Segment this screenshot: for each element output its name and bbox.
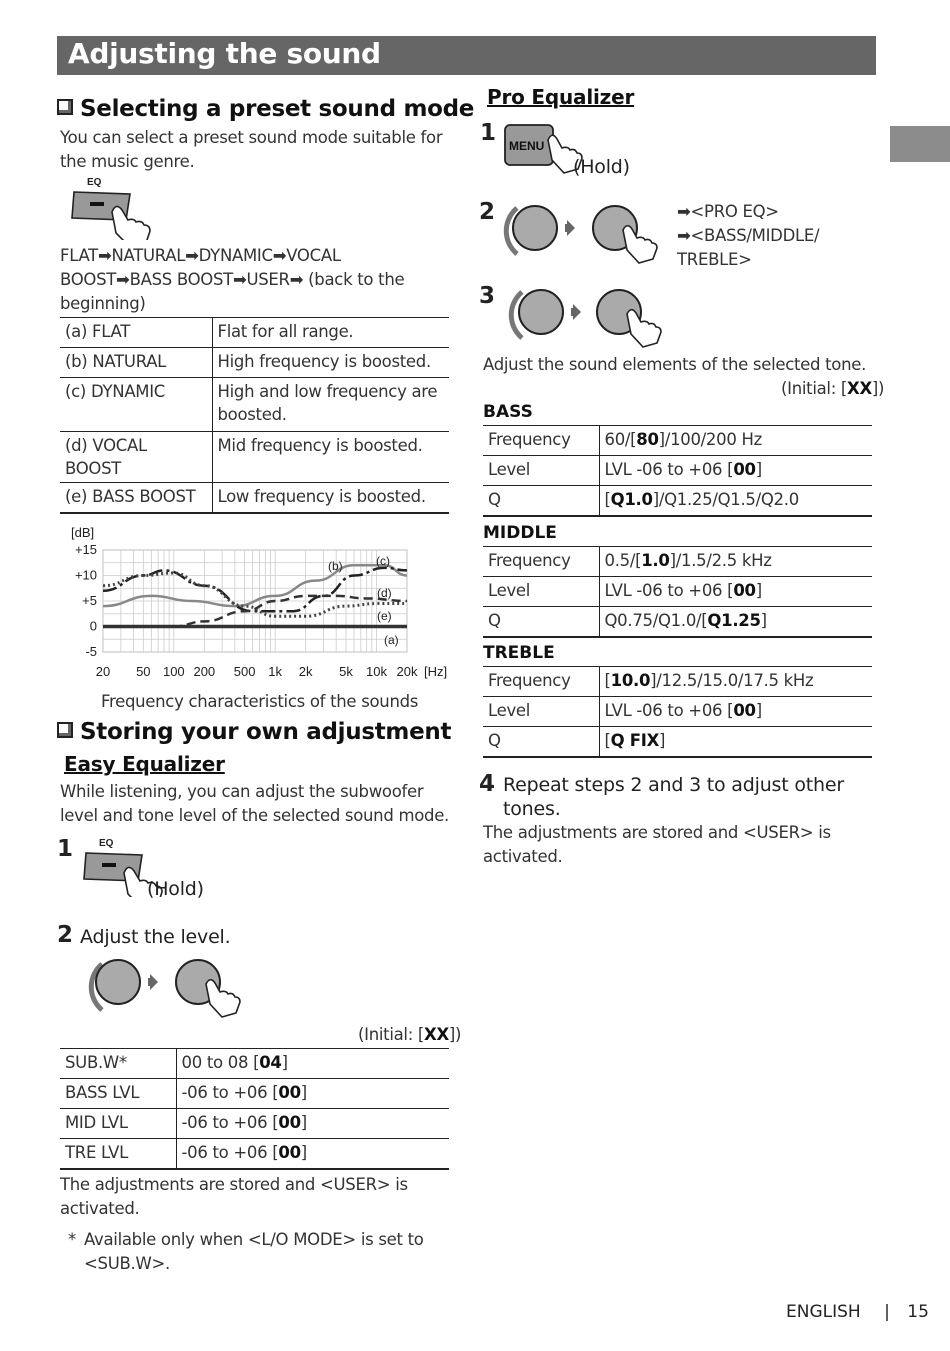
table-row: MID LVL -06 to +06 [00]	[60, 1109, 449, 1139]
chart-y-tick-label: +5	[82, 593, 97, 608]
pro-adjust-text: Adjust the sound elements of the selected tone.	[483, 355, 867, 374]
table-row: Frequency 0.5/[1.0]/1.5/2.5 kHz	[483, 547, 872, 577]
storing-intro: While listening, you can adjust the subwoofer level and tone level of the selected sound mode.	[60, 782, 449, 825]
table-row: Q Q0.75/Q1.0/[Q1.25]	[483, 607, 872, 637]
chart-series-label: (a)	[384, 633, 399, 647]
chart-series-label: (d)	[377, 586, 392, 600]
easy-initial-note: (Initial: [XX])	[358, 1025, 462, 1044]
table-row: (b) NATURAL High frequency is boosted.	[60, 348, 449, 378]
storing-heading: Storing your own adjustment	[57, 719, 451, 745]
chart-y-tick-label: -5	[85, 644, 97, 659]
chart-x-tick-label: 5k	[339, 664, 353, 679]
treble-label: TREBLE	[483, 643, 555, 663]
chart-caption: Frequency characteristics of the sounds	[101, 692, 419, 711]
chart-x-tick-label: 200	[193, 664, 216, 679]
eq-button-icon	[68, 174, 158, 240]
page-number: 15	[907, 1302, 929, 1322]
easy-eq-table	[60, 1048, 449, 1170]
chart-series-label: (b)	[328, 559, 343, 573]
preset-heading: Selecting a preset sound mode	[57, 96, 474, 122]
table-row: SUB.W* 00 to 08 [04]	[60, 1049, 449, 1079]
pro-step-2-text: ➡<PRO EQ> ➡<BASS/MIDDLE/ TREBLE>	[677, 202, 820, 269]
chart-series-label: (c)	[376, 554, 390, 568]
chart-series-label: (e)	[377, 609, 392, 623]
easy-stored-note: The adjustments are stored and <USER> is activated.	[60, 1175, 408, 1218]
chart-y-tick-label: +15	[74, 542, 97, 557]
title-bar	[57, 36, 876, 75]
eq-label: EQ	[99, 838, 114, 849]
knob-turn-press-icon	[508, 280, 668, 350]
chart-y-tick-label: 0	[89, 618, 97, 634]
preset-modes-table	[60, 317, 449, 514]
pro-hold-label: (Hold)	[573, 156, 630, 178]
table-row: Level LVL -06 to +06 [00]	[483, 577, 872, 607]
easy-step-2-text: Adjust the level.	[80, 926, 231, 948]
chart-x-tick-label: 10k	[366, 664, 387, 679]
middle-table	[483, 546, 872, 638]
sequence-line-1: FLAT➡NATURAL➡DYNAMIC➡VOCAL	[60, 246, 341, 265]
chart-x-tick-label: 20k	[396, 664, 418, 679]
preset-intro: You can select a preset sound mode suitable for the music genre.	[60, 128, 443, 171]
table-row: (d) VOCAL BOOST Mid frequency is boosted.	[60, 432, 449, 483]
footer-separator: |	[884, 1302, 890, 1322]
table-row: Level LVL -06 to +06 [00]	[483, 697, 872, 727]
preset-sequence	[60, 244, 455, 316]
pro-step-2-number: 2	[479, 199, 496, 225]
page-title: Adjusting the sound	[68, 37, 381, 70]
table-row: Frequency [10.0]/12.5/15.0/17.5 kHz	[483, 667, 872, 697]
table-row: Q [Q1.0]/Q1.25/Q1.5/Q2.0	[483, 486, 872, 516]
eq-label: EQ	[87, 177, 102, 188]
pro-step-3-number: 3	[479, 283, 496, 309]
chart-x-tick-label: 20	[95, 664, 111, 679]
footnote-mark: *	[68, 1230, 76, 1249]
sequence-line-3: beginning)	[60, 294, 146, 313]
knob-turn-press-icon	[88, 952, 248, 1022]
table-row: TRE LVL -06 to +06 [00]	[60, 1139, 449, 1169]
page-footer	[786, 1302, 929, 1322]
menu-label: MENU	[509, 139, 545, 153]
knob-turn-press-icon	[503, 196, 663, 266]
easy-step-1-number: 1	[57, 836, 74, 862]
frequency-chart	[62, 520, 454, 685]
chart-x-tick-label: 100	[162, 664, 185, 679]
pro-step-4-note: The adjustments are stored and <USER> is activated.	[483, 823, 831, 866]
chart-x-tick-label: 2k	[298, 664, 313, 679]
pro-eq-heading: Pro Equalizer	[487, 85, 635, 109]
easy-eq-heading: Easy Equalizer	[64, 752, 225, 776]
footer-language: ENGLISH	[786, 1302, 861, 1322]
middle-label: MIDDLE	[483, 523, 557, 543]
square-bullet-icon	[57, 99, 73, 115]
table-row: Q [Q FIX]	[483, 727, 872, 757]
bass-label: BASS	[483, 402, 533, 422]
square-bullet-icon	[57, 722, 73, 738]
treble-table	[483, 666, 872, 758]
pro-step-4-text: Repeat steps 2 and 3 to adjust other tones.	[503, 774, 844, 820]
chart-x-tick-label: 1k	[268, 664, 283, 679]
table-row: (a) FLAT Flat for all range.	[60, 318, 449, 348]
table-row: (c) DYNAMIC High and low frequency are boosted.	[60, 378, 449, 432]
sequence-line-2: BOOST➡BASS BOOST➡USER➡ (back to the	[60, 270, 405, 289]
table-row: Level LVL -06 to +06 [00]	[483, 456, 872, 486]
chart-xlabel: [Hz]	[424, 664, 448, 679]
side-tab-marker	[890, 126, 950, 162]
footnote-text: Available only when <L/O MODE> is set to <SUB.W>.	[84, 1230, 424, 1273]
pro-initial-note: (Initial: [XX])	[781, 379, 885, 398]
chart-x-tick-label: 500	[233, 664, 256, 679]
pro-step-1-number: 1	[480, 120, 497, 146]
chart-y-tick-label: +10	[74, 567, 97, 583]
table-row: (e) BASS BOOST Low frequency is boosted.	[60, 483, 449, 513]
bass-table	[483, 425, 872, 517]
easy-step-2-number: 2	[57, 922, 74, 948]
chart-ylabel: [dB]	[71, 525, 95, 540]
table-row: BASS LVL -06 to +06 [00]	[60, 1079, 449, 1109]
chart-x-tick-label: 50	[136, 664, 151, 679]
table-row: Frequency 60/[80]/100/200 Hz	[483, 426, 872, 456]
pro-step-4-number: 4	[479, 771, 496, 797]
easy-hold-label: (Hold)	[147, 878, 204, 900]
